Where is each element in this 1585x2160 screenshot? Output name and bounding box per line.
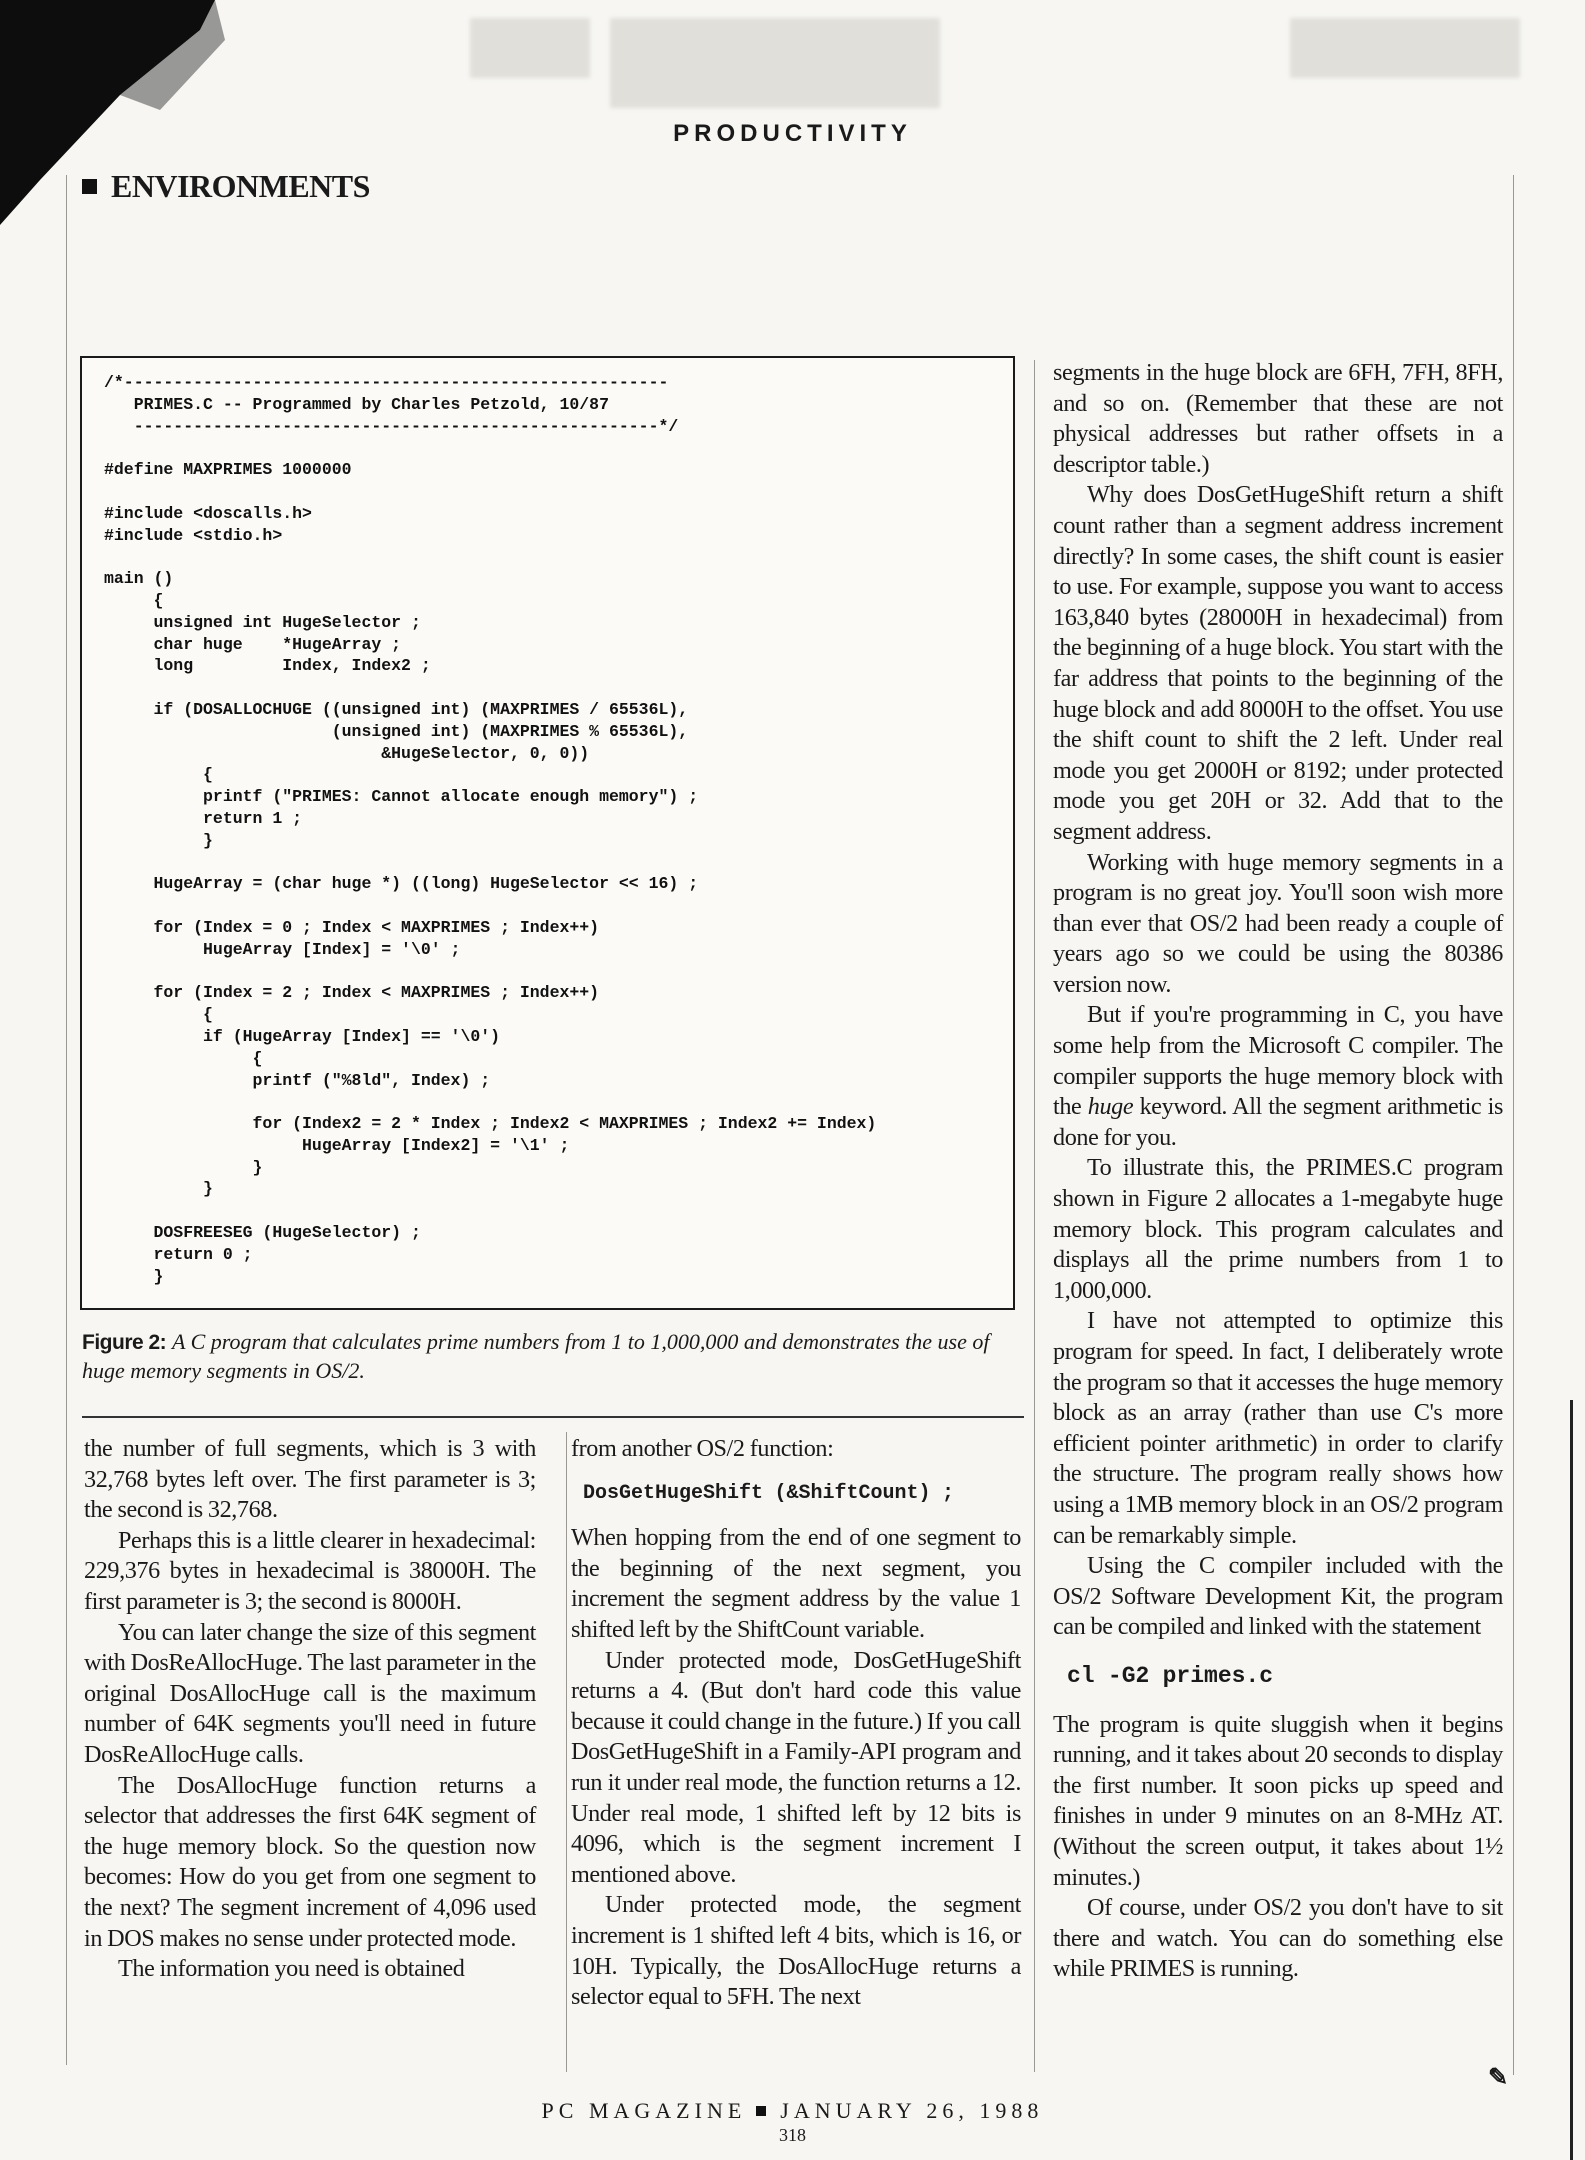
body-column-1 (84, 1434, 536, 1985)
issue-date: JANUARY 26, 1988 (780, 2098, 1044, 2123)
section-label: PRODUCTIVITY (673, 120, 912, 147)
paragraph: Why does DosGetHugeShift return a shift count rather than a segment address increment directly? In some cases, the shift count is easier to use. For example, suppose you want to access 163,840 bytes (28000H in hexadecimal) from the beginning of a huge block. You start with the far address that points to the beginning of the huge block and add 8000H to the offset. You use the shift count to shift the 2 left. Under real mode you get 2000H or 8192; under protected mode you get 20H or 32. Add that to the segment address. (1053, 481, 1503, 845)
paragraph: Of course, under OS/2 you don't have to sit there and watch. You can do something else while PRIMES is running. (1053, 1894, 1503, 1983)
caption-label: Figure 2: (82, 1331, 167, 1354)
figure-caption (82, 1328, 1012, 1386)
paragraph: Using the C compiler included with the OS/2 Software Development Kit, the program can be compiled and linked with the statement (1053, 1552, 1503, 1641)
department-title: ENVIRONMENTS (111, 168, 370, 204)
magazine-name: PC MAGAZINE (541, 2098, 747, 2123)
paragraph: To illustrate this, the PRIMES.C program shown in Figure 2 allocates a 1-megabyte huge memory block. This program calculates and displays all the prime numbers from 1 to 1,000,000. (1053, 1154, 1503, 1304)
bullet-square-icon (82, 179, 97, 194)
page-number: 318 (779, 2125, 806, 2145)
paragraph: When hopping from the end of one segment to the beginning of the next segment, you increment the segment address by the value 1 shifted left by the ShiftCount variable. (571, 1524, 1021, 1643)
body-column-3 (1053, 358, 1503, 1985)
paragraph: I have not attempted to optimize this program for speed. In fact, I deliberately wrote the program so that it accesses the huge memory block as an array (rather than use C's more efficient pointer arithmetic) in order to clarify the structure. The program really shows how using a 1MB memory block in an OS/2 program can be remarkably simple. (1053, 1307, 1503, 1549)
paragraph: You can later change the size of this segment with DosReAllocHuge. The last parameter in the original DosAllocHuge call is the maximum number of 64K segments you'll need in future DosReAllocHuge calls. (84, 1618, 536, 1768)
paragraph (1053, 1000, 1503, 1153)
left-rule (66, 175, 67, 2065)
paragraph: The information you need is obtained (118, 1955, 465, 1983)
paragraph: the number of full segments, which is 3 with 32,768 bytes left over. The first parameter is 3; the second is 32,768. (84, 1435, 536, 1524)
scan-artifact (610, 18, 940, 108)
emphasis: huge (1087, 1093, 1134, 1121)
paragraph: Under protected mode, the segment increment is 1 shifted left 4 bits, which is 16, or 10H. Typically, the DosAllocHuge returns a selector equal to 5FH. The next (571, 1891, 1021, 2011)
page-footer (0, 2098, 1585, 2124)
department-heading (82, 168, 370, 205)
body-column-2 (571, 1434, 1021, 2013)
caption-text: A C program that calculates prime numbers from 1 to 1,000,000 and demonstrates the use of huge memory segments in OS/2. (82, 1329, 990, 1383)
inline-code: cl -G2 primes.c (1067, 1662, 1274, 1689)
text-run: keyword. All the segment arithmetic is done for you. (1053, 1093, 1503, 1151)
end-mark-icon: ✎ (1488, 2065, 1509, 2091)
text-run: But if you're programming in C, you have some help from the Microsoft C compiler. The compiler supports the huge memory block with the (1053, 1001, 1503, 1121)
paragraph: Working with huge memory segments in a program is no great joy. You'll soon wish more than ever that OS/2 had been ready a couple of years ago so we could be using the 80386 version now. (1053, 848, 1503, 998)
paragraph: from another OS/2 function: (571, 1435, 834, 1462)
paragraph: The DosAllocHuge function returns a selector that addresses the first 64K segment of the huge memory block. So the question now becomes: How do you get from one segment to the next? The segment increment of 4,096 used in DOS makes no sense under protected mode. (84, 1771, 536, 1952)
paragraph: The program is quite sluggish when it begins running, and it takes about 20 seconds to display the first number. It soon picks up speed and finishes in under 9 minutes on an 8-MHz AT. (Without the screen output, it takes about 1½ minutes.) (1053, 1710, 1503, 1891)
paragraph: segments in the huge block are 6FH, 7FH, 8FH, and so on. (Remember that these are not physical addresses but rather offsets in a descriptor table.) (1053, 359, 1503, 478)
paragraph: Perhaps this is a little clearer in hexadecimal: 229,376 bytes in hexadecimal is 38000H. The first parameter is 3; the second is 8000H. (84, 1526, 536, 1615)
right-rule (1513, 175, 1514, 2075)
caption-rule (82, 1416, 1024, 1418)
inline-code: DosGetHugeShift (&ShiftCount) ; (583, 1481, 955, 1505)
paragraph: Under protected mode, DosGetHugeShift returns a 4. (But don't hard code this value because it could change in the future.) If you call DosGetHugeShift in a Family-API program and run it under real mode, the function returns a 12. Under real mode, 1 shifted left by 12 bits is 4096, which is the segment increment I mentioned above. (571, 1646, 1021, 1888)
scan-artifact (470, 18, 590, 78)
code-figure (80, 356, 1015, 1310)
edge-rule (1570, 1400, 1573, 2160)
column-rule (1034, 360, 1035, 2072)
bullet-square-icon (756, 2106, 766, 2116)
column-rule (566, 1432, 567, 2072)
code-listing: /*------------------------------------------------------- PRIMES.C -- Programmed by Charles Petzold, 10/87 -----------------------------------------------------*/ #define MAXPRIMES 1000000 #include <doscalls.h> #include <stdio.h> main () { unsigned int HugeSelector ; char huge *HugeArray ; long Index, Index2 ; if (DOSALLOCHUGE ((unsigned int) (MAXPRIMES / 65536L), (unsigned int) (MAXPRIMES % 65536L), &HugeSelector, 0, 0)) { printf ("PRIMES: Cannot allocate enough memory") ; return 1 ; } HugeArray = (char huge *) ((long) HugeSelector << 16) ; for (Index = 0 ; Index < MAXPRIMES ; Index++) HugeArray [Index] = '\0' ; for (Index = 2 ; Index < MAXPRIMES ; Index++) { if (HugeArray [Index] == '\0') { printf ("%8ld", Index) ; for (Index2 = 2 * Index ; Index2 < MAXPRIMES ; Index2 += Index) HugeArray [Index2] = '\1' ; } } DOSFREESEG (HugeSelector) ; return 0 ; } (104, 373, 877, 1286)
scan-artifact (1290, 18, 1520, 78)
